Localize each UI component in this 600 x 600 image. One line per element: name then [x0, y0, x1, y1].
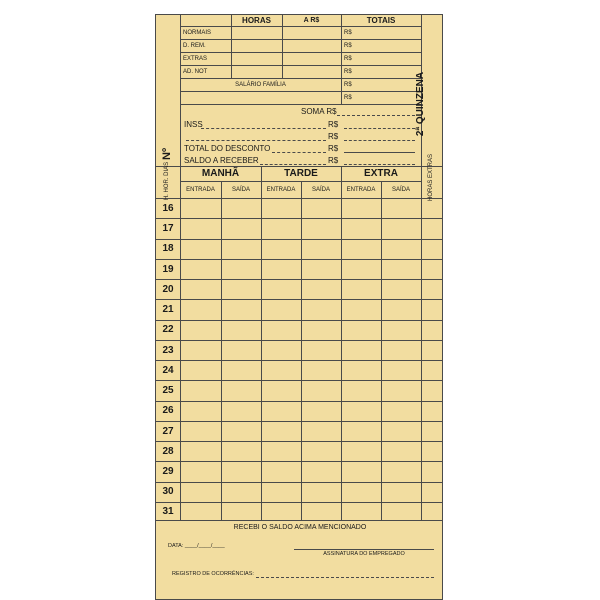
assinatura-label: ASSINATURA DO EMPREGADO: [323, 551, 405, 557]
blank-row-currency: R$: [344, 95, 352, 101]
blank-line-currency: R$: [328, 132, 339, 141]
summary-rule: [341, 104, 421, 105]
day-row-rule: [156, 279, 443, 280]
manha-entrada: ENTRADA: [186, 187, 215, 193]
day-17: 17: [162, 223, 174, 234]
salario-familia-currency: R$: [344, 82, 352, 88]
blank-line-fill: [344, 140, 415, 141]
saldo-currency: R$: [328, 156, 339, 165]
summary-rule: [180, 39, 421, 40]
summary-rule: [180, 78, 421, 79]
blank-line-dots: [186, 140, 326, 141]
period-tarde: TARDE: [284, 168, 318, 179]
day-23: 23: [162, 345, 174, 356]
saldo-fill-line: [344, 164, 415, 165]
signature-line: [294, 549, 434, 550]
saldo-label: SALDO A RECEBER: [184, 156, 259, 165]
soma-fill-line: [337, 115, 415, 116]
time-card: [155, 14, 443, 600]
day-29: 29: [162, 466, 174, 477]
day-28: 28: [162, 446, 174, 457]
day-26: 26: [162, 405, 174, 416]
tarde-saida: SAÍDA: [311, 187, 330, 193]
day-row-rule: [156, 421, 443, 422]
col-header-totais: TOTAIS: [366, 16, 396, 25]
header-bottom-line: [156, 166, 443, 167]
day-19: 19: [162, 264, 174, 275]
col-header-horas: HORAS: [242, 16, 271, 25]
row-label-extras: EXTRAS: [183, 56, 208, 62]
day-row-rule: [156, 401, 443, 402]
grid-col-rule: [221, 181, 222, 520]
quinzena-label: 2ª QUINZENA: [415, 71, 426, 137]
grid-col-rule: [381, 181, 382, 520]
summary-col-rule: [341, 15, 342, 104]
registro-label: REGISTRO DE OCORRÊNCIAS:: [172, 571, 254, 577]
grid-col-rule: [341, 166, 342, 520]
day-22: 22: [162, 324, 174, 335]
numero-label: Nº: [161, 148, 173, 160]
summary-col-rule: [282, 15, 283, 78]
extra-entrada: ENTRADA: [346, 187, 376, 193]
row-currency: R$: [344, 69, 352, 75]
day-21: 21: [162, 304, 174, 315]
grid-col-rule: [301, 181, 302, 520]
day-row-rule: [156, 380, 443, 381]
total-desconto-dots: [272, 152, 326, 153]
data-field: DATA: ____/____/____: [168, 543, 225, 549]
day-row-rule: [156, 259, 443, 260]
day-row-rule: [156, 482, 443, 483]
row-label-ad-not: AD. NOT: [183, 69, 208, 75]
day-18: 18: [162, 243, 174, 254]
summary-rule: [180, 104, 341, 105]
summary-rule: [180, 26, 421, 27]
day-row-rule: [156, 340, 443, 341]
day-row-rule: [156, 299, 443, 300]
period-manha: MANHÃ: [201, 168, 240, 179]
day-row-rule: [156, 239, 443, 240]
day-25: 25: [162, 385, 174, 396]
summary-rule: [180, 52, 421, 53]
extra-saida: SAÍDA: [391, 187, 410, 193]
row-label-normais: NORMAIS: [183, 30, 212, 36]
summary-rule: [180, 65, 421, 66]
salario-familia-label: SALÁRIO FAMÍLIA: [235, 82, 286, 88]
row-currency: R$: [344, 43, 352, 49]
day-20: 20: [162, 284, 174, 295]
day-row-rule: [156, 502, 443, 503]
saldo-dots: [260, 164, 326, 165]
grid-rule: [156, 198, 443, 199]
inss-currency: R$: [328, 120, 339, 129]
day-16: 16: [162, 203, 174, 214]
day-row-rule: [156, 520, 443, 521]
day-row-rule: [156, 360, 443, 361]
day-31: 31: [162, 506, 174, 517]
inss-label: INSS: [184, 120, 203, 129]
day-27: 27: [162, 426, 174, 437]
grid-col-rule: [261, 166, 262, 520]
total-desconto-currency: R$: [328, 144, 339, 153]
day-row-rule: [156, 461, 443, 462]
row-currency: R$: [344, 30, 352, 36]
row-label-d-rem: D. REM.: [183, 43, 206, 49]
tarde-entrada: ENTRADA: [266, 187, 296, 193]
total-desconto-label: TOTAL DO DESCONTO: [184, 144, 271, 153]
summary-rule: [180, 91, 421, 92]
extra-hours-label: HORAS EXTRAS: [428, 153, 434, 201]
manha-saida: SAÍDA: [231, 187, 250, 193]
side-label-hor-dias: H. HOR. DIAS: [164, 161, 170, 201]
soma-label: SOMA R$: [301, 107, 337, 116]
inss-fill-line: [344, 128, 415, 129]
total-desconto-fill: [344, 152, 415, 153]
day-row-rule: [156, 218, 443, 219]
row-currency: R$: [344, 56, 352, 62]
day-row-rule: [156, 441, 443, 442]
period-extra: EXTRA: [364, 168, 398, 179]
inss-dots: [201, 128, 326, 129]
col-header-ars: A R$: [303, 17, 320, 24]
recebi-text: RECEBI O SALDO ACIMA MENCIONADO: [233, 524, 367, 531]
registro-line: [256, 577, 434, 578]
day-row-rule: [156, 320, 443, 321]
day-24: 24: [162, 365, 174, 376]
day-30: 30: [162, 486, 174, 497]
